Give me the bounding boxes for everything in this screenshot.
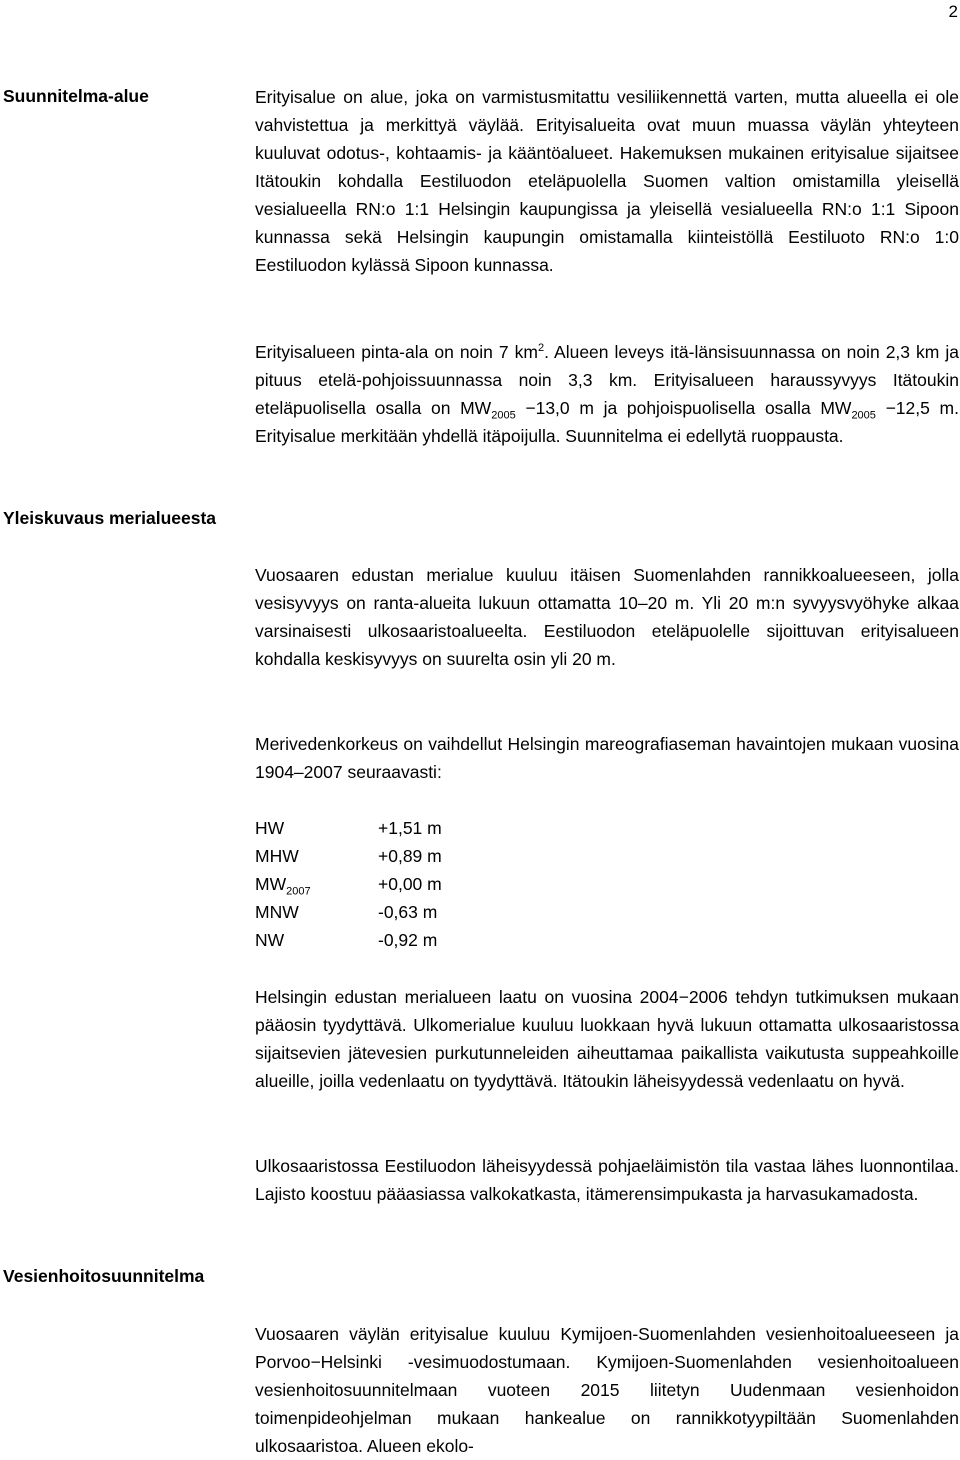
superscript: 2 — [538, 342, 545, 355]
subscript: 2005 — [851, 409, 876, 422]
text-segment: −12,5 m. Erityisalue merkitään yhdellä itäpoijulla. Suunnitelma ei edellytä ruoppausta. — [255, 398, 959, 446]
heading-yleiskuvaus: Yleiskuvaus merialueesta — [3, 508, 217, 528]
paragraph-merivedenkorkeus — [255, 730, 959, 786]
paragraph-text: Ulkosaaristossa Eestiluodon läheisyydessä pohjaeläimistön tila vastaa lähes luonnontilaa. Lajisto koostuu pääasiassa valkokatkasta, itämerensimpukasta ja harvasukamadosta. — [255, 1156, 959, 1204]
paragraph-merialue — [255, 561, 959, 673]
paragraph-erityisalue — [255, 83, 959, 279]
paragraph-vedenlaatu — [255, 983, 959, 1095]
level-value: -0,63 m — [378, 902, 438, 922]
paragraph-text: Merivedenkorkeus on vaihdellut Helsingin mareografiaseman havaintojen mukaan vuosina 1904‒2007 seuraavasti: — [255, 734, 959, 782]
heading-vesienhoitosuunnitelma: Vesienhoitosuunnitelma — [3, 1266, 205, 1286]
paragraph-text: Erityisalue on alue, joka on varmistusmitattu vesiliikennettä varten, mutta alueella ei ole vahvistettua ja merkittyä väylää. Erityisalueita ovat muun muassa väylän yhteyteen kuuluvat odotus-, kohtaamis- ja kääntöalueet. Hakemuksen mukainen erityisalue sijaitsee Itätoukin kohdalla Eestiluodon eteläpuolella Suomen valtion omistamilla yleisellä vesialueella RN:o 1:1 Helsingin kaupungissa ja yleisellä vesialueella RN:o 1:1 Sipoon kunnassa sekä Helsingin kaupungin omistamalla kiinteistöllä Eestiluoto RN:o 1:0 Eestiluodon kylässä Sipoon kunnassa. — [255, 87, 959, 275]
heading-suunnitelma-alue: Suunnitelma-alue — [3, 86, 149, 106]
text-segment: . Alueen leveys itä-länsisuunnassa on noin 2,3 km ja pituus etelä-pohjoissuunnassa noin 3,3 km. Erityisalueen haraussyvyys Itätoukin eteläpuolisella osalla on MW — [255, 342, 959, 418]
level-name: $MW_{2007}$ — [255, 874, 311, 898]
paragraph-text: Vuosaaren edustan merialue kuuluu itäisen Suomenlahden rannikkoalueeseen, jolla vesisyvyys on ranta-alueita lukuun ottamatta 10‒20 m. Yli 20 m:n syvyysvyöhyke alkaa varsinaisesti ulkosaaristoalueelta. Eestiluodon eteläpuolelle sijoittuvan erityisalueen kohdalla keskisyvyys on suurelta osin yli 20 m. — [255, 565, 959, 669]
text-segment: −13,0 m ja pohjoispuolisella osalla MW — [515, 398, 852, 418]
level-value: -0,92 m — [378, 930, 438, 950]
level-name: HW — [255, 818, 285, 838]
level-name: NW — [255, 930, 285, 950]
level-name: MNW — [255, 902, 299, 922]
subscript: 2005 — [491, 409, 516, 422]
paragraph-pinta-ala — [255, 338, 959, 450]
level-name: MHW — [255, 846, 299, 866]
level-row — [255, 898, 555, 926]
level-row — [255, 814, 555, 842]
level-value: +0,00 m — [378, 874, 442, 894]
level-value: +1,51 m — [378, 818, 442, 838]
paragraph-text: Vuosaaren väylän erityisalue kuuluu Kymijoen-Suomenlahden vesienhoitoalueeseen ja Porvoo−Helsinki -vesimuodostumaan. Kymijoen-Suomenlahden vesienhoitoalueen vesienhoitosuunnitelmaan vuoteen 2015 liitetyn Uudenmaan vesienhoidon toimenpideohjelman mukaan hankealue on rannikkotyypiltään Suomenlahden ulkosaaristoa. Alueen ekolo- — [255, 1324, 959, 1456]
paragraph-pohjaelaimisto — [255, 1152, 959, 1208]
level-row — [255, 870, 555, 898]
level-row — [255, 926, 555, 954]
level-value: +0,89 m — [378, 846, 442, 866]
paragraph-vesienhoitoalue — [255, 1320, 959, 1460]
text-segment: Erityisalueen pinta-ala on noin 7 km — [255, 342, 538, 362]
paragraph-text: Helsingin edustan merialueen laatu on vuosina 2004−2006 tehdyn tutkimuksen mukaan pääosin tyydyttävä. Ulkomerialue kuuluu luokkaan hyvä lukuun ottamatta ulkosaaristossa sijaitsevien jätevesien purkutunneleiden aiheuttamaa paikallista vaikutusta suppeahkoille alueille, joilla vedenlaatu on tyydyttävä. Itätoukin läheisyydessä vedenlaatu on hyvä. — [255, 987, 959, 1091]
page-number: 2 — [948, 2, 958, 21]
level-row — [255, 842, 555, 870]
